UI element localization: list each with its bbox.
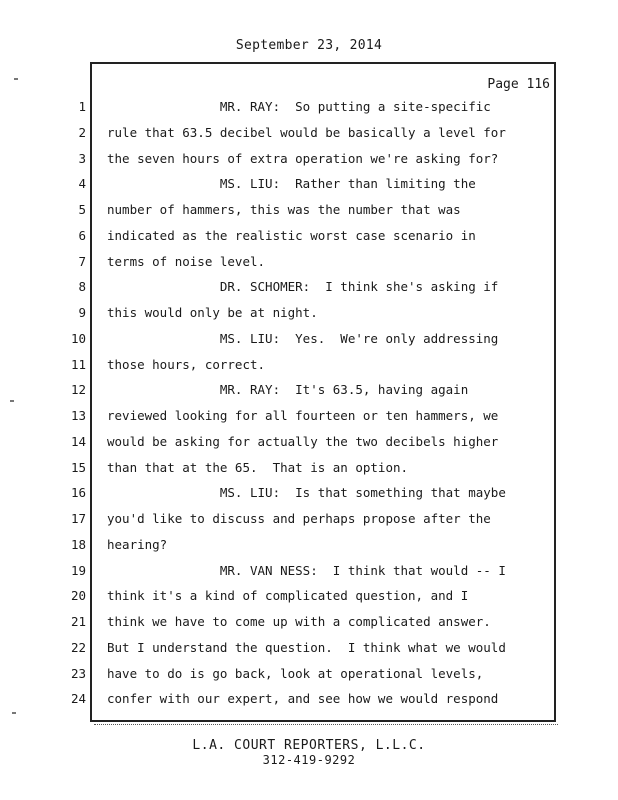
line-number: 17 <box>70 511 86 526</box>
transcript-line: reviewed looking for all fourteen or ten hammers, we <box>107 408 499 423</box>
line-number: 14 <box>70 433 86 449</box>
line-number: 22 <box>70 639 86 655</box>
transcript-line: MR. RAY: It's 63.5, having again <box>107 382 469 398</box>
line-number: 15 <box>70 459 86 475</box>
line-number: 19 <box>70 562 86 578</box>
page-number: Page 116 <box>487 77 550 92</box>
transcript-line: MR. RAY: So putting a site-specific <box>107 99 491 114</box>
frame-bottom-edge <box>94 724 558 727</box>
transcript-body <box>107 94 547 712</box>
line-number: 24 <box>70 691 86 707</box>
line-number: 8 <box>78 279 86 295</box>
transcript-line: this would only be at night. <box>107 305 318 320</box>
line-number: 5 <box>78 202 86 217</box>
transcript-line: confer with our expert, and see how we would respond <box>107 691 499 707</box>
line-number: 3 <box>78 150 86 166</box>
transcript-line: DR. SCHOMER: I think she's asking if <box>107 279 499 295</box>
footer-firm-name: L.A. COURT REPORTERS, L.L.C. <box>192 738 426 753</box>
scan-speck <box>10 400 14 402</box>
transcript-line: hearing? <box>107 536 168 552</box>
line-number: 4 <box>78 176 86 192</box>
line-number: 7 <box>78 253 86 269</box>
line-number: 16 <box>70 485 86 501</box>
line-number: 1 <box>78 99 86 114</box>
transcript-line: think we have to come up with a complicated answer. <box>107 614 491 629</box>
scan-speck <box>12 712 16 714</box>
line-number: 12 <box>70 382 86 398</box>
transcript-line: indicated as the realistic worst case scenario in <box>107 227 476 243</box>
transcript-line: terms of noise level. <box>107 253 266 269</box>
transcript-line: MS. LIU: Rather than limiting the <box>107 176 476 192</box>
transcript-line: number of hammers, this was the number that was <box>107 202 461 217</box>
line-number: 10 <box>70 330 86 346</box>
scan-speck <box>14 78 18 80</box>
header-date: September 23, 2014 <box>235 38 383 53</box>
transcript-line: those hours, correct. <box>107 356 266 372</box>
transcript-line: would be asking for actually the two decibels higher <box>107 433 499 449</box>
line-number: 23 <box>70 665 86 681</box>
transcript-line: MS. LIU: Is that something that maybe <box>107 485 506 501</box>
line-number: 21 <box>70 614 86 629</box>
transcript-line: But I understand the question. I think what we would <box>107 639 506 655</box>
transcript-line: the seven hours of extra operation we're asking for? <box>107 150 499 166</box>
transcript-line: MS. LIU: Yes. We're only addressing <box>107 330 499 346</box>
line-number: 13 <box>70 408 86 423</box>
footer-phone: 312-419-9292 <box>262 753 356 767</box>
transcript-line: think it's a kind of complicated question, and I <box>107 588 469 604</box>
line-number: 6 <box>78 227 86 243</box>
line-number: 2 <box>78 124 86 140</box>
transcript-line: rule that 63.5 decibel would be basically a level for <box>107 124 506 140</box>
transcript-line: than that at the 65. That is an option. <box>107 459 409 475</box>
transcript-line: have to do is go back, look at operational levels, <box>107 665 484 681</box>
line-number: 20 <box>70 588 86 604</box>
line-number: 18 <box>70 536 86 552</box>
transcript-line: you'd like to discuss and perhaps propose after the <box>107 511 491 526</box>
line-number: 9 <box>78 305 86 320</box>
transcript-line: MR. VAN NESS: I think that would -- I <box>107 562 506 578</box>
line-number-column <box>56 94 86 712</box>
line-number: 11 <box>70 356 86 372</box>
